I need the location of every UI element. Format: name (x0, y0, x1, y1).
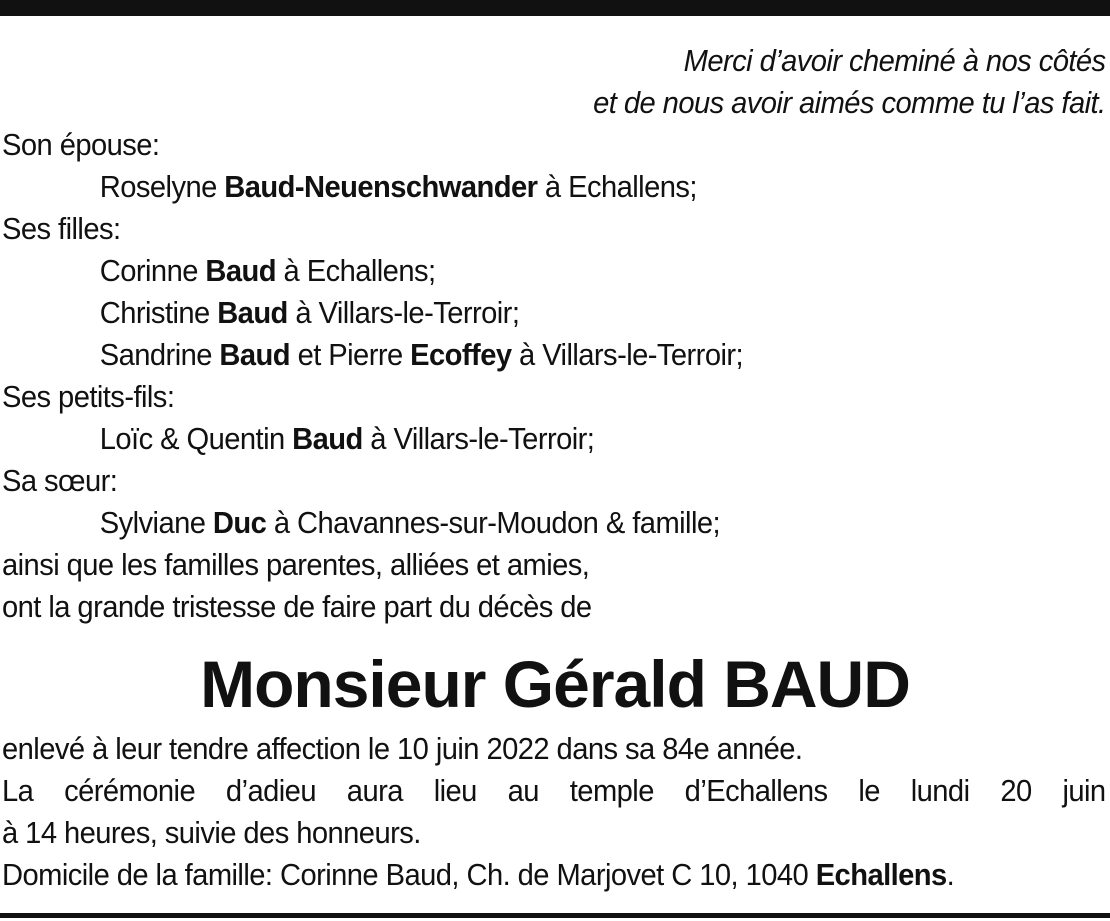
spouse-heading: Son épouse: (2, 127, 160, 162)
sister-last: Duc (212, 505, 267, 540)
daughter-entry (2, 334, 1106, 376)
passing-line: enlevé à leur tendre affection le 10 juin 2022 dans sa 84e année. (2, 731, 803, 766)
quote-line-2: et de nous avoir aimés comme tu l’as fait. (593, 85, 1106, 120)
daughter-first: Christine (99, 295, 218, 330)
domicile-prefix: Domicile de la famille: Corinne Baud, Ch. de Marjovet C 10, 1040 (2, 857, 816, 892)
daughter-place: à Echallens; (275, 253, 436, 288)
daughter-first: Sandrine (99, 337, 220, 372)
closing-line-1: ainsi que les familles parentes, alliées et amies, (2, 547, 590, 582)
quote-line-1: Merci d’avoir cheminé à nos côtés (683, 43, 1106, 78)
grandsons-last: Baud (292, 421, 363, 456)
domicile-suffix: . (946, 857, 955, 892)
closing-line-2: ont la grande tristesse de faire part du décès de (2, 589, 592, 624)
daughter-entry (2, 292, 1106, 334)
top-rule (0, 0, 1110, 16)
domicile-town: Echallens (815, 857, 947, 892)
sister-entry (2, 502, 1106, 544)
ceremony-line-2: à 14 heures, suivie des honneurs. (2, 815, 421, 850)
daughter-middle: et Pierre (290, 337, 411, 372)
ceremony-line-1: La cérémonie d’adieu aura lieu au temple d’Echallens le lundi 20 juin (2, 773, 1106, 808)
sister-place: à Chavannes-sur-Moudon & famille; (266, 505, 721, 540)
domicile-line (2, 854, 1106, 896)
sister-first: Sylviane (99, 505, 213, 540)
daughter-place: à Villars-le-Terroir; (287, 295, 520, 330)
grandsons-heading: Ses petits-fils: (2, 379, 175, 414)
grandsons-first: Loïc & Quentin (99, 421, 293, 456)
spouse-first: Roselyne (99, 169, 225, 204)
partner-last: Ecoffey (410, 337, 512, 372)
deceased-name: Monsieur Gérald BAUD (200, 647, 910, 721)
spouse-last: Baud-Neuenschwander (224, 169, 538, 204)
daughter-last: Baud (217, 295, 288, 330)
bottom-rule (0, 913, 1110, 918)
daughter-last: Baud (219, 337, 291, 372)
grandsons-place: à Villars-le-Terroir; (362, 421, 595, 456)
obituary-details (2, 728, 1106, 896)
sister-heading: Sa sœur: (2, 463, 118, 498)
obituary-body (2, 40, 1106, 628)
spouse-entry (2, 166, 1106, 208)
daughters-heading: Ses filles: (2, 211, 121, 246)
daughter-first: Corinne (99, 253, 206, 288)
daughter-place: à Villars-le-Terroir; (511, 337, 744, 372)
daughter-last: Baud (205, 253, 276, 288)
daughter-entry (2, 250, 1106, 292)
spouse-place: à Echallens; (537, 169, 697, 204)
grandsons-entry (2, 418, 1106, 460)
